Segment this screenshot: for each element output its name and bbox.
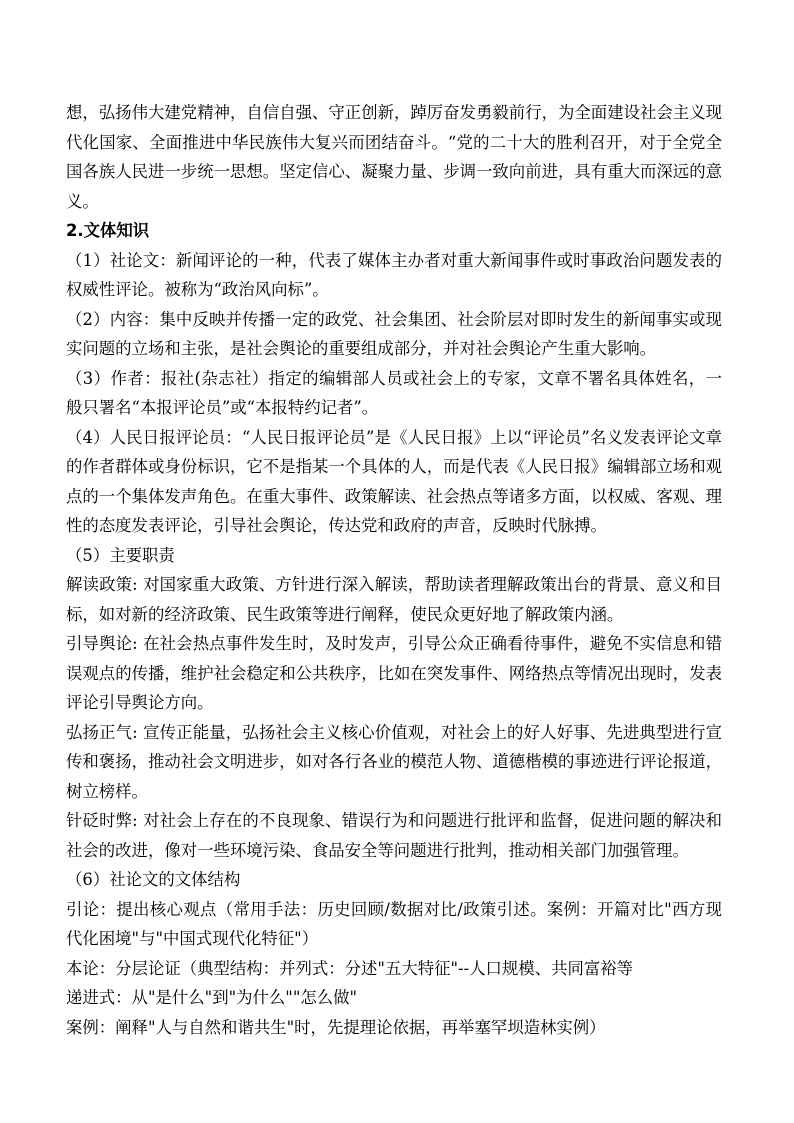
paragraph-peoples-daily-commentator: （4）人民日报评论员：“人民日报评论员”是《人民日报》上以“评论员”名义发表评论文章的作者群体或身份标识，它不是指某一个具体的人，而是代表《人民日报》编辑部立场和观点的一个集体发声角色。在重大事件、政策解读、社会热点等诸多方面，以权威、客观、理性的态度发表评论，引导社会舆论，传达党和政府的声音，反映时代脉搏。 bbox=[66, 427, 722, 535]
paragraph-promote-righteousness: 弘扬正气: 宣传正能量，弘扬社会主义核心价值观，对社会上的好人好事、先进典型进行宣传和褒扬，推动社会文明进步，如对各行各业的模范人物、道德楷模的事迹进行评论报道，树立榜样。 bbox=[66, 722, 722, 801]
paragraph-case: 案例：阐释"人与自然和谐共生"时，先提理论依据，再举塞罕坝造林实例） bbox=[66, 1017, 606, 1037]
paragraph-intro-continuation: 想，弘扬伟大建党精神，自信自强、守正创新，踔厉奋发勇毅前行，为全面建设社会主义现代化国家、全面推进中华民族伟大复兴而团结奋斗。“党的二十大的胜利召开，对于全党全国各族人民进一步统一思想。坚定信心、凝聚力量、步调一致向前进，具有重大而深远的意义。 bbox=[66, 103, 722, 211]
paragraph-progressive: 递进式：从"是什么"到"为什么""怎么做" bbox=[66, 988, 358, 1007]
document-body bbox=[66, 98, 722, 1042]
paragraph-criticize-ills: 针砭时弊: 对社会上存在的不良现象、错误行为和问题进行批评和监督，促进问题的解决和社会的改进，像对一些环境污染、食品安全等问题进行批判，推动相关部门加强管理。 bbox=[66, 811, 722, 860]
paragraph-main-duties-heading: （5）主要职责 bbox=[66, 545, 175, 565]
paragraph-introduction-part: 引论：提出核心观点（常用手法：历史回顾/数据对比/政策引述。案例：开篇对比"西方现代化困境"与"中国式现代化特征"） bbox=[66, 899, 722, 948]
paragraph-editorial-definition: （1）社论文：新闻评论的一种，代表了媒体主办者对重大新闻事件或时事政治问题发表的权威性评论。被称为“政治风向标”。 bbox=[66, 250, 722, 299]
paragraph-author: （3）作者：报社(杂志社）指定的编辑部人员或社会上的专家，文章不署名具体姓名，一般只署名“本报评论员”或“本报特约记者”。 bbox=[66, 368, 722, 417]
paragraph-guide-opinion: 引导舆论: 在社会热点事件发生时，及时发声，引导公众正确看待事件，避免不实信息和错误观点的传播，维护社会稳定和公共秩序，比如在突发事件、网络热点等情况出现时，发表评论引导舆论方向。 bbox=[66, 634, 722, 712]
paragraph-interpret-policy: 解读政策: 对国家重大政策、方针进行深入解读，帮助读者理解政策出台的背景、意义和目标，如对新的经济政策、民生政策等进行阐释，使民众更好地了解政策内涵。 bbox=[66, 575, 722, 624]
paragraph-body-part: 本论：分层论证（典型结构：并列式：分述"五大特征"--人口规模、共同富裕等 bbox=[66, 958, 634, 978]
section-heading-genre-knowledge: 2.文体知识 bbox=[66, 221, 150, 240]
paragraph-content: （2）内容：集中反映并传播一定的政党、社会集团、社会阶层对即时发生的新闻事实或现实问题的立场和主张，是社会舆论的重要组成部分，并对社会舆论产生重大影响。 bbox=[66, 309, 722, 358]
paragraph-structure-heading: （6）社论文的文体结构 bbox=[66, 870, 241, 889]
